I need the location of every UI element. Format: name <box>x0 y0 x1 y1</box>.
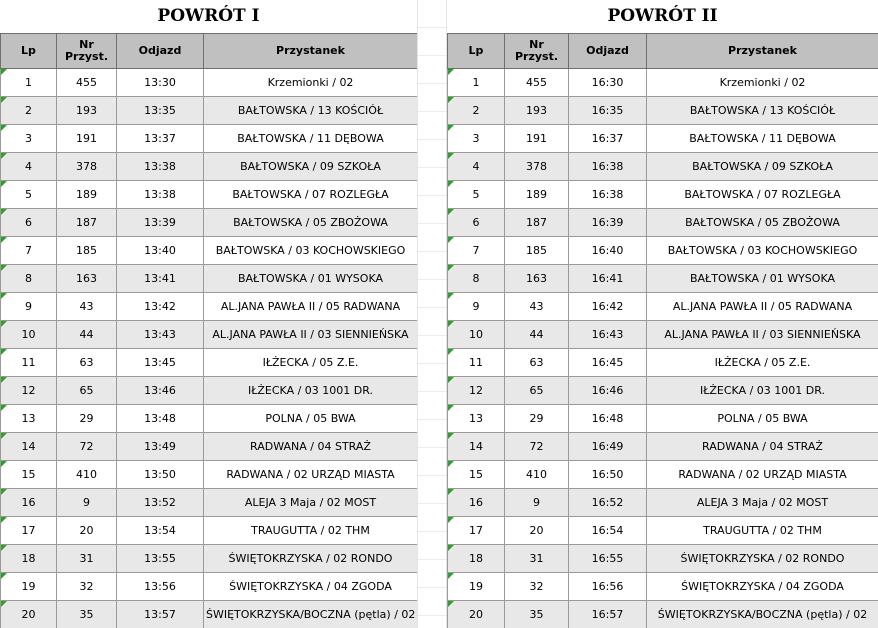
cell-stop-number: 43 <box>505 293 569 321</box>
cell-stop-number: 185 <box>57 237 117 265</box>
cell-stop-name: BAŁTOWSKA / 01 WYSOKA <box>647 265 878 293</box>
cell-lp: 20 <box>1 601 57 628</box>
table-row <box>448 125 878 153</box>
cell-departure-time: 16:42 <box>569 293 647 321</box>
cell-departure-time: 16:38 <box>569 153 647 181</box>
table-row <box>448 601 878 628</box>
cell-lp: 10 <box>448 321 505 349</box>
cell-lp: 7 <box>448 237 505 265</box>
cell-lp: 13 <box>1 405 57 433</box>
cell-stop-number: 65 <box>505 377 569 405</box>
cell-stop-number: 63 <box>505 349 569 377</box>
table-row <box>448 209 878 237</box>
table-row <box>1 321 418 349</box>
table-row <box>448 237 878 265</box>
cell-stop-number: 20 <box>57 517 117 545</box>
cell-departure-time: 13:42 <box>117 293 204 321</box>
cell-departure-time: 16:37 <box>569 125 647 153</box>
cell-stop-number: 31 <box>57 545 117 573</box>
cell-stop-number: 163 <box>505 265 569 293</box>
table-row <box>448 377 878 405</box>
cell-departure-time: 13:55 <box>117 545 204 573</box>
cell-lp: 16 <box>448 489 505 517</box>
cell-stop-name: ŚWIĘTOKRZYSKA/BOCZNA (pętla) / 02 <box>647 601 878 628</box>
cell-lp: 3 <box>1 125 57 153</box>
cell-departure-time: 13:50 <box>117 461 204 489</box>
cell-departure-time: 16:30 <box>569 69 647 97</box>
cell-departure-time: 16:56 <box>569 573 647 601</box>
cell-stop-number: 63 <box>57 349 117 377</box>
cell-stop-name: BAŁTOWSKA / 05 ZBOŻOWA <box>647 209 878 237</box>
cell-departure-time: 13:37 <box>117 125 204 153</box>
table-row <box>448 349 878 377</box>
panel-title: POWRÓT I <box>157 6 260 26</box>
cell-stop-number: 193 <box>57 97 117 125</box>
cell-lp: 17 <box>448 517 505 545</box>
header-nr-line2: Przyst. <box>64 50 109 63</box>
cell-stop-number: 72 <box>57 433 117 461</box>
cell-lp: 1 <box>1 69 57 97</box>
cell-stop-number: 31 <box>505 545 569 573</box>
table-row <box>1 377 418 405</box>
cell-departure-time: 13:45 <box>117 349 204 377</box>
cell-lp: 19 <box>448 573 505 601</box>
cell-stop-name: BAŁTOWSKA / 13 KOŚCIÓŁ <box>204 97 418 125</box>
cell-stop-name: POLNA / 05 BWA <box>647 405 878 433</box>
cell-stop-name: ŚWIĘTOKRZYSKA / 02 RONDO <box>647 545 878 573</box>
header-row <box>1 34 418 69</box>
cell-stop-name: RADWANA / 04 STRAŻ <box>204 433 418 461</box>
cell-departure-time: 16:46 <box>569 377 647 405</box>
cell-lp: 20 <box>448 601 505 628</box>
cell-stop-name: Krzemionki / 02 <box>204 69 418 97</box>
cell-stop-number: 35 <box>505 601 569 628</box>
table-row <box>448 321 878 349</box>
cell-lp: 13 <box>448 405 505 433</box>
table-row <box>448 265 878 293</box>
table-row <box>1 461 418 489</box>
cell-stop-number: 72 <box>505 433 569 461</box>
table-row <box>448 97 878 125</box>
table-row <box>448 433 878 461</box>
cell-lp: 8 <box>1 265 57 293</box>
cell-departure-time: 16:41 <box>569 265 647 293</box>
cell-stop-number: 32 <box>505 573 569 601</box>
header-odjazd: Odjazd <box>569 34 647 69</box>
cell-stop-name: BAŁTOWSKA / 05 ZBOŻOWA <box>204 209 418 237</box>
cell-stop-name: ŚWIĘTOKRZYSKA / 02 RONDO <box>204 545 418 573</box>
header-nr-line1: Nr <box>79 38 94 51</box>
cell-stop-number: 9 <box>505 489 569 517</box>
cell-stop-name: POLNA / 05 BWA <box>204 405 418 433</box>
cell-lp: 6 <box>1 209 57 237</box>
cell-stop-name: AL.JANA PAWŁA II / 03 SIENNIEŃSKA <box>204 321 418 349</box>
cell-departure-time: 13:54 <box>117 517 204 545</box>
cell-stop-number: 187 <box>505 209 569 237</box>
table-row <box>1 181 418 209</box>
cell-departure-time: 16:38 <box>569 181 647 209</box>
cell-departure-time: 13:46 <box>117 377 204 405</box>
cell-departure-time: 13:48 <box>117 405 204 433</box>
timetable-body <box>448 69 878 628</box>
table-row <box>1 265 418 293</box>
cell-stop-number: 29 <box>57 405 117 433</box>
cell-departure-time: 13:38 <box>117 153 204 181</box>
cell-stop-number: 65 <box>57 377 117 405</box>
cell-stop-number: 378 <box>505 153 569 181</box>
cell-departure-time: 16:45 <box>569 349 647 377</box>
cell-stop-number: 9 <box>57 489 117 517</box>
table-row <box>448 545 878 573</box>
table-row <box>1 293 418 321</box>
cell-stop-number: 410 <box>505 461 569 489</box>
timetable-panel-powrot-2 <box>447 0 878 628</box>
cell-departure-time: 13:56 <box>117 573 204 601</box>
cell-lp: 16 <box>1 489 57 517</box>
cell-stop-name: IŁŻECKA / 03 1001 DR. <box>647 377 878 405</box>
cell-lp: 4 <box>1 153 57 181</box>
timetable-panel-powrot-1 <box>0 0 417 628</box>
cell-departure-time: 16:49 <box>569 433 647 461</box>
cell-stop-name: TRAUGUTTA / 02 THM <box>647 517 878 545</box>
cell-stop-number: 185 <box>505 237 569 265</box>
table-row <box>448 517 878 545</box>
cell-stop-number: 44 <box>57 321 117 349</box>
cell-stop-name: ŚWIĘTOKRZYSKA/BOCZNA (pętla) / 02 <box>204 601 418 628</box>
cell-lp: 3 <box>448 125 505 153</box>
table-row <box>1 237 418 265</box>
cell-stop-name: BAŁTOWSKA / 09 SZKOŁA <box>204 153 418 181</box>
cell-stop-number: 455 <box>57 69 117 97</box>
cell-departure-time: 16:54 <box>569 517 647 545</box>
header-lp: Lp <box>1 34 57 69</box>
table-row <box>448 405 878 433</box>
cell-lp: 2 <box>1 97 57 125</box>
cell-stop-name: BAŁTOWSKA / 01 WYSOKA <box>204 265 418 293</box>
cell-lp: 5 <box>1 181 57 209</box>
header-nr-przyst: Nr Przyst. <box>505 34 569 69</box>
cell-departure-time: 13:30 <box>117 69 204 97</box>
cell-departure-time: 13:57 <box>117 601 204 628</box>
cell-stop-name: BAŁTOWSKA / 11 DĘBOWA <box>204 125 418 153</box>
cell-stop-number: 455 <box>505 69 569 97</box>
cell-lp: 11 <box>448 349 505 377</box>
panel-title: POWRÓT II <box>607 6 718 26</box>
cell-stop-number: 191 <box>57 125 117 153</box>
cell-stop-name: ŚWIĘTOKRZYSKA / 04 ZGODA <box>204 573 418 601</box>
table-row <box>1 489 418 517</box>
cell-lp: 2 <box>448 97 505 125</box>
sheet-gap <box>417 0 447 628</box>
table-row <box>448 489 878 517</box>
cell-departure-time: 16:39 <box>569 209 647 237</box>
cell-departure-time: 13:38 <box>117 181 204 209</box>
header-przystanek: Przystanek <box>647 34 878 69</box>
cell-stop-name: BAŁTOWSKA / 07 ROZLEGŁA <box>204 181 418 209</box>
table-row <box>1 601 418 628</box>
cell-departure-time: 13:39 <box>117 209 204 237</box>
cell-departure-time: 13:43 <box>117 321 204 349</box>
cell-departure-time: 16:50 <box>569 461 647 489</box>
table-row <box>1 209 418 237</box>
table-row <box>448 181 878 209</box>
cell-stop-name: IŁŻECKA / 03 1001 DR. <box>204 377 418 405</box>
table-row <box>448 573 878 601</box>
cell-stop-name: TRAUGUTTA / 02 THM <box>204 517 418 545</box>
cell-lp: 12 <box>1 377 57 405</box>
table-row <box>448 69 878 97</box>
table-row <box>448 153 878 181</box>
cell-lp: 4 <box>448 153 505 181</box>
cell-stop-number: 35 <box>57 601 117 628</box>
cell-stop-number: 20 <box>505 517 569 545</box>
cell-lp: 8 <box>448 265 505 293</box>
cell-departure-time: 13:35 <box>117 97 204 125</box>
cell-stop-name: AL.JANA PAWŁA II / 05 RADWANA <box>204 293 418 321</box>
cell-stop-number: 191 <box>505 125 569 153</box>
cell-departure-time: 13:52 <box>117 489 204 517</box>
timetable <box>0 33 418 628</box>
cell-stop-number: 193 <box>505 97 569 125</box>
cell-stop-name: BAŁTOWSKA / 11 DĘBOWA <box>647 125 878 153</box>
cell-stop-name: ALEJA 3 Maja / 02 MOST <box>204 489 418 517</box>
timetable <box>447 33 878 628</box>
cell-stop-number: 410 <box>57 461 117 489</box>
cell-lp: 14 <box>1 433 57 461</box>
cell-stop-number: 32 <box>57 573 117 601</box>
table-row <box>1 573 418 601</box>
cell-stop-number: 44 <box>505 321 569 349</box>
timetable-body <box>1 69 418 628</box>
cell-lp: 1 <box>448 69 505 97</box>
cell-stop-name: RADWANA / 02 URZĄD MIASTA <box>647 461 878 489</box>
header-nr-przyst <box>57 34 117 69</box>
cell-stop-name: AL.JANA PAWŁA II / 05 RADWANA <box>647 293 878 321</box>
cell-lp: 10 <box>1 321 57 349</box>
cell-lp: 11 <box>1 349 57 377</box>
cell-lp: 19 <box>1 573 57 601</box>
cell-lp: 18 <box>448 545 505 573</box>
table-row <box>1 517 418 545</box>
cell-stop-number: 163 <box>57 265 117 293</box>
table-row <box>1 433 418 461</box>
cell-lp: 15 <box>1 461 57 489</box>
cell-stop-number: 43 <box>57 293 117 321</box>
cell-lp: 17 <box>1 517 57 545</box>
cell-departure-time: 16:43 <box>569 321 647 349</box>
cell-stop-number: 29 <box>505 405 569 433</box>
cell-stop-number: 189 <box>505 181 569 209</box>
cell-stop-name: BAŁTOWSKA / 03 KOCHOWSKIEGO <box>204 237 418 265</box>
header-przystanek: Przystanek <box>204 34 418 69</box>
table-row <box>448 293 878 321</box>
cell-stop-name: RADWANA / 04 STRAŻ <box>647 433 878 461</box>
cell-departure-time: 16:40 <box>569 237 647 265</box>
cell-lp: 7 <box>1 237 57 265</box>
table-row <box>1 545 418 573</box>
header-lp: Lp <box>448 34 505 69</box>
cell-stop-name: ŚWIĘTOKRZYSKA / 04 ZGODA <box>647 573 878 601</box>
cell-departure-time: 16:55 <box>569 545 647 573</box>
table-row <box>1 153 418 181</box>
cell-departure-time: 16:48 <box>569 405 647 433</box>
cell-stop-name: IŁŻECKA / 05 Z.E. <box>204 349 418 377</box>
cell-lp: 12 <box>448 377 505 405</box>
cell-lp: 18 <box>1 545 57 573</box>
cell-departure-time: 16:35 <box>569 97 647 125</box>
cell-lp: 9 <box>448 293 505 321</box>
cell-departure-time: 13:41 <box>117 265 204 293</box>
cell-lp: 9 <box>1 293 57 321</box>
cell-stop-number: 378 <box>57 153 117 181</box>
cell-stop-name: BAŁTOWSKA / 07 ROZLEGŁA <box>647 181 878 209</box>
cell-stop-name: AL.JANA PAWŁA II / 03 SIENNIEŃSKA <box>647 321 878 349</box>
cell-lp: 14 <box>448 433 505 461</box>
cell-stop-number: 187 <box>57 209 117 237</box>
cell-departure-time: 13:49 <box>117 433 204 461</box>
cell-stop-name: RADWANA / 02 URZĄD MIASTA <box>204 461 418 489</box>
cell-departure-time: 16:57 <box>569 601 647 628</box>
table-row <box>1 349 418 377</box>
header-row <box>448 34 878 69</box>
cell-departure-time: 13:40 <box>117 237 204 265</box>
cell-departure-time: 16:52 <box>569 489 647 517</box>
cell-stop-name: ALEJA 3 Maja / 02 MOST <box>647 489 878 517</box>
header-odjazd: Odjazd <box>117 34 204 69</box>
cell-stop-name: BAŁTOWSKA / 03 KOCHOWSKIEGO <box>647 237 878 265</box>
cell-lp: 5 <box>448 181 505 209</box>
table-row <box>1 125 418 153</box>
cell-stop-name: Krzemionki / 02 <box>647 69 878 97</box>
table-row <box>1 405 418 433</box>
table-row <box>448 461 878 489</box>
cell-stop-name: BAŁTOWSKA / 09 SZKOŁA <box>647 153 878 181</box>
cell-stop-name: IŁŻECKA / 05 Z.E. <box>647 349 878 377</box>
cell-stop-number: 189 <box>57 181 117 209</box>
table-row <box>1 69 418 97</box>
cell-lp: 6 <box>448 209 505 237</box>
table-row <box>1 97 418 125</box>
cell-stop-name: BAŁTOWSKA / 13 KOŚCIÓŁ <box>647 97 878 125</box>
cell-lp: 15 <box>448 461 505 489</box>
